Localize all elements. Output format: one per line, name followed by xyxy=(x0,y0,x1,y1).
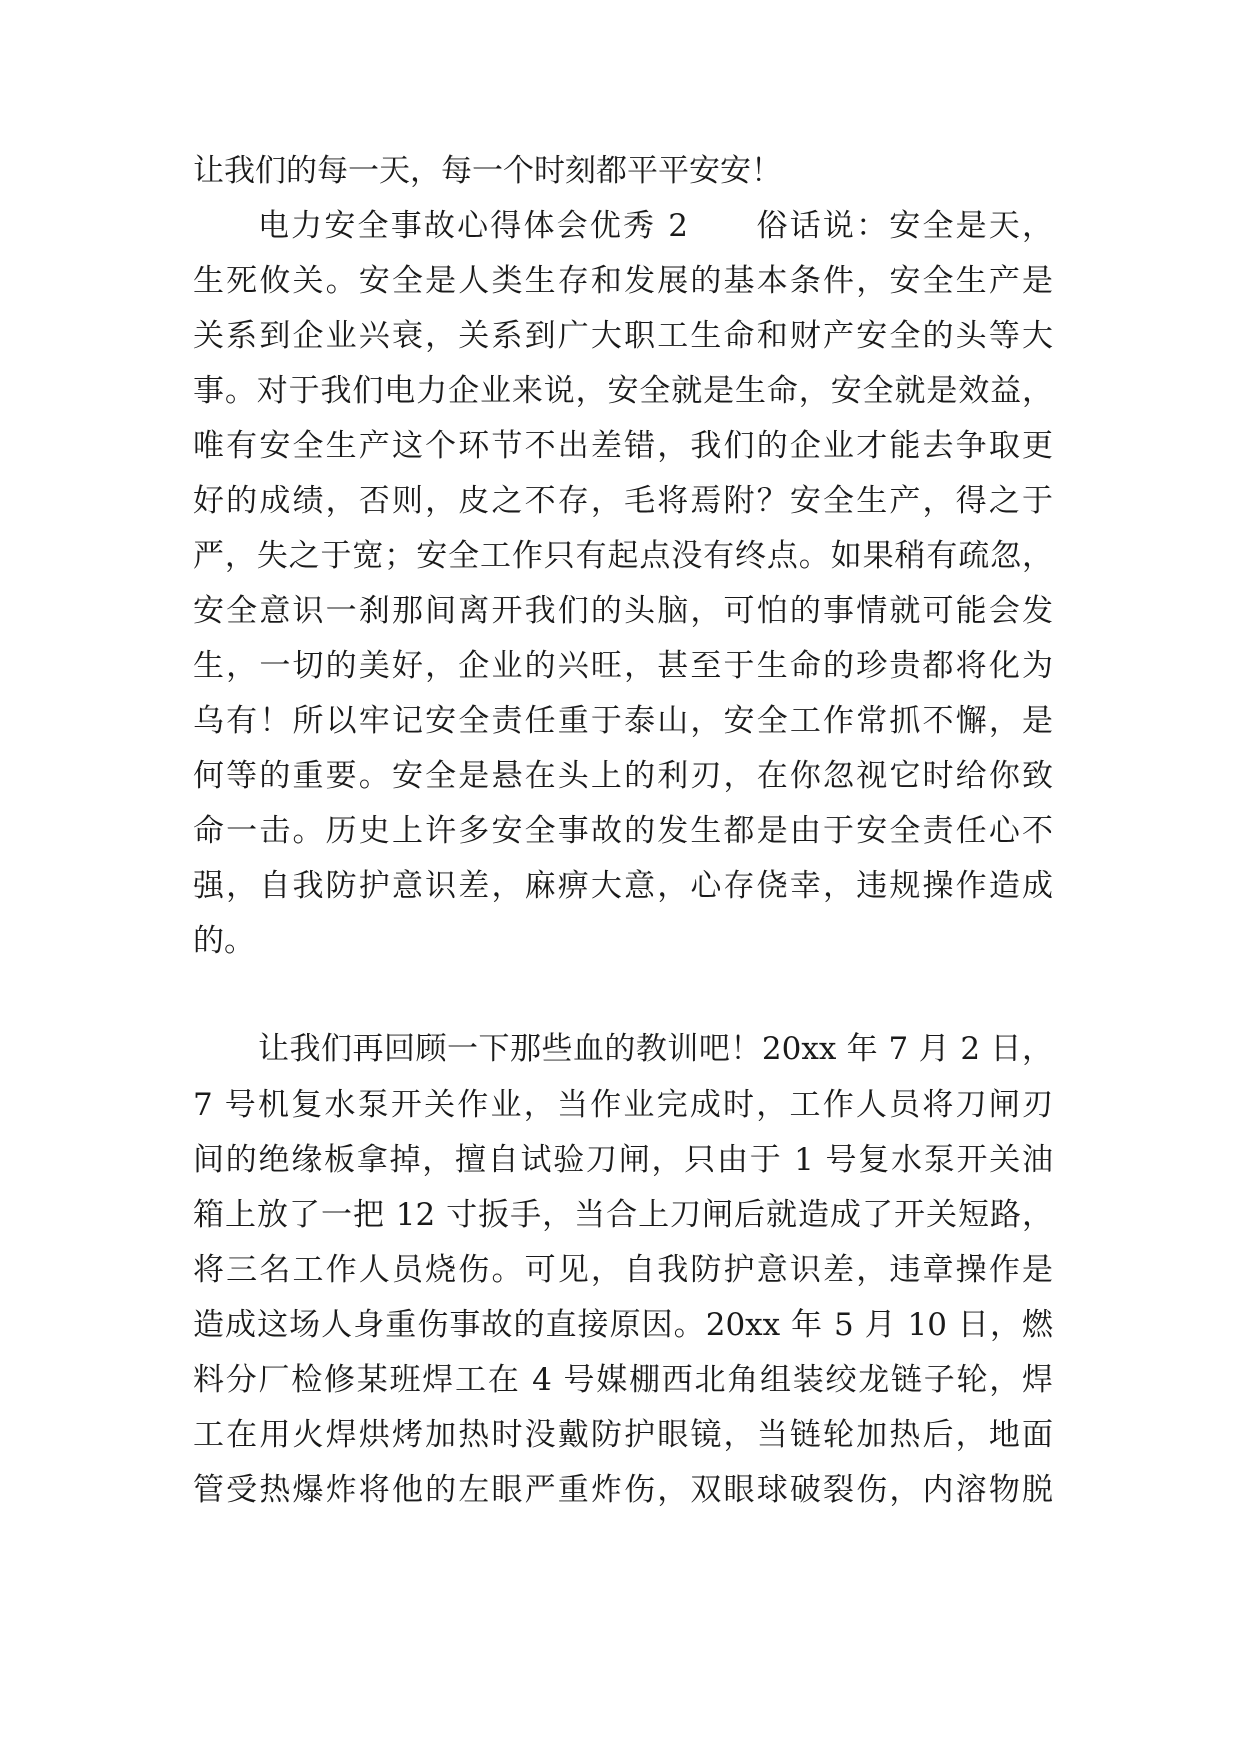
text-line: 乌有！所以牢记安全责任重于泰山，安全工作常抓不懈，是 xyxy=(193,703,1053,739)
text-line: 7 号机复水泵开关作业，当作业完成时，工作人员将刀闸刃 xyxy=(193,1087,1053,1123)
text-line: 何等的重要。安全是悬在头上的利刃，在你忽视它时给你致 xyxy=(193,758,1053,794)
text-line: 箱上放了一把 12 寸扳手，当合上刀闸后就造成了开关短路， xyxy=(193,1197,1053,1233)
text-line: 安全意识一刹那间离开我们的头脑，可怕的事情就可能会发 xyxy=(193,593,1053,629)
text-line: 命一击。历史上许多安全事故的发生都是由于安全责任心不 xyxy=(193,813,1053,849)
text-line: 电力安全事故心得体会优秀 2 俗话说：安全是天， xyxy=(258,208,1053,244)
text-line: 生死攸关。安全是人类生存和发展的基本条件，安全生产是 xyxy=(193,263,1053,299)
text-line: 工在用火焊烘烤加热时没戴防护眼镜，当链轮加热后，地面 xyxy=(193,1417,1053,1453)
text-line: 将三名工作人员烧伤。可见，自我防护意识差，违章操作是 xyxy=(193,1252,1053,1288)
text-line: 的。 xyxy=(193,923,255,959)
text-line: 造成这场人身重伤事故的直接原因。20xx 年 5 月 10 日，燃 xyxy=(193,1307,1053,1343)
text-line: 事。对于我们电力企业来说，安全就是生命，安全就是效益， xyxy=(193,373,1053,409)
text-line: 强，自我防护意识差，麻痹大意，心存侥幸，违规操作造成 xyxy=(193,868,1053,904)
text-line: 生，一切的美好，企业的兴旺，甚至于生命的珍贵都将化为 xyxy=(193,648,1053,684)
text-line: 唯有安全生产这个环节不出差错，我们的企业才能去争取更 xyxy=(193,428,1053,464)
text-line: 关系到企业兴衰，关系到广大职工生命和财产安全的头等大 xyxy=(193,318,1053,354)
text-line: 让我们的每一天，每一个时刻都平平安安！ xyxy=(193,153,782,189)
text-line: 严，失之于宽；安全工作只有起点没有终点。如果稍有疏忽， xyxy=(193,538,1053,574)
text-line: 料分厂检修某班焊工在 4 号媒棚西北角组装绞龙链子轮，焊 xyxy=(193,1362,1053,1398)
text-line: 让我们再回顾一下那些血的教训吧！20xx 年 7 月 2 日， xyxy=(258,1031,1053,1067)
text-line: 好的成绩，否则，皮之不存，毛将焉附？安全生产，得之于 xyxy=(193,483,1053,519)
text-line: 管受热爆炸将他的左眼严重炸伤，双眼球破裂伤，内溶物脱 xyxy=(193,1472,1053,1508)
text-line: 间的绝缘板拿掉，擅自试验刀闸，只由于 1 号复水泵开关油 xyxy=(193,1142,1053,1178)
